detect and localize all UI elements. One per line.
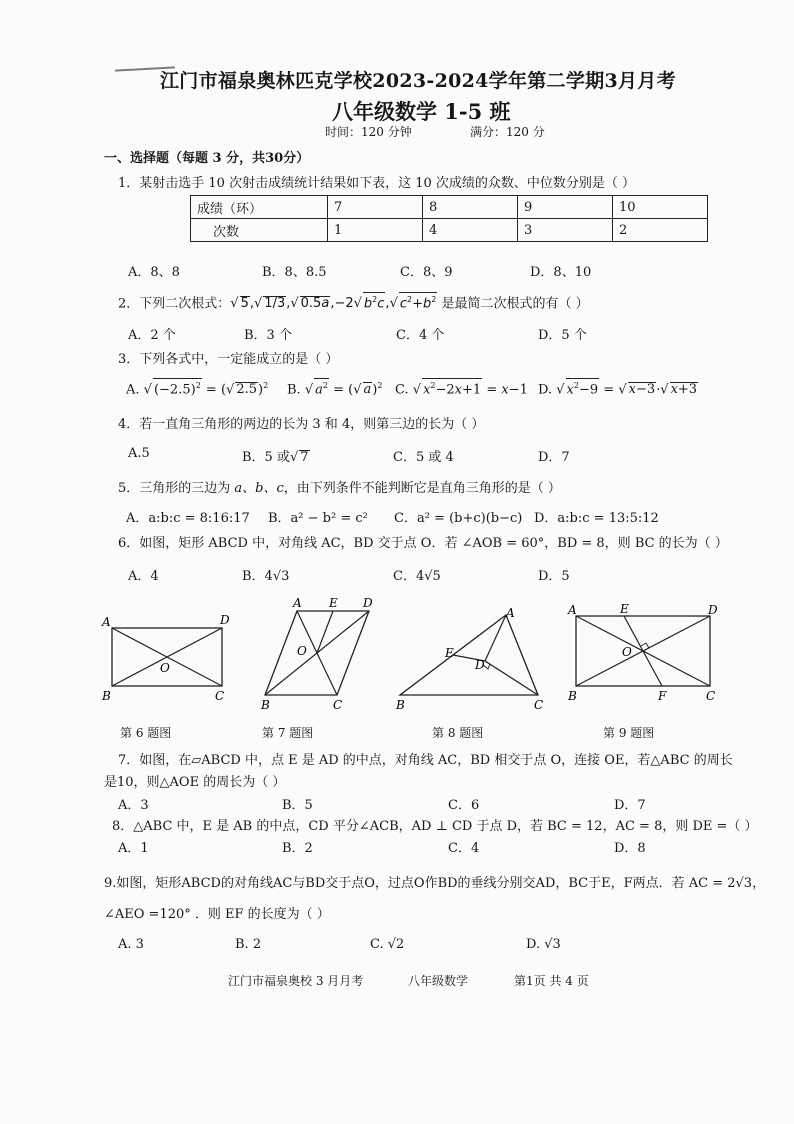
point-label: E [329,596,338,610]
segment-ad [485,615,506,661]
q3-option-b: B. √ $a^2$ = (√ a)$^2$ [287,378,382,397]
point-label: D [708,603,718,617]
figure-7 [255,595,385,715]
q7-option-c: C．6 [448,798,480,813]
segment-cd [485,661,538,695]
q9-option-b: B. 2 [235,937,262,952]
triangle-abc [400,615,538,695]
table-cell: 次数 [191,219,328,242]
figure-7-caption: 第 7 题图 [262,726,314,740]
section-heading: 一、选择题（每题 3 分，共30分） [104,151,310,166]
q2-stem-suffix: 是最简二次根式的有（ ） [437,296,589,312]
point-label: B [568,689,577,703]
q1-stem: 1．某射击选手 10 次射击成绩统计结果如下表，这 10 次成绩的众数、中位数分别是（ ） [118,176,636,191]
table-cell: 成绩（环） [191,196,328,219]
footer-school: 江门市福泉奥校 3 月月考 [228,974,364,988]
point-label: A [506,606,515,620]
option-letter: B. [287,382,301,398]
q6-stem: 6．如图，矩形 ABCD 中，对角线 AC，BD 交于点 O．若 ∠AOB = 60°，BD = 8，则 BC 的长为（ ） [118,536,728,551]
figure-6-caption: 第 6 题图 [120,726,172,740]
point-label: C [333,698,343,712]
q3-option-c: C. √ $x^2-2x+1 = x-1$ [395,378,528,397]
q4-option-c: C．5 或 4 [393,450,454,465]
figure-9 [562,600,722,706]
q9-stem-line2: ∠AEO =120° ．则 EF 的长度为（ ） [104,907,330,922]
q9-option-c: C. √2 [370,937,405,952]
point-label: B [102,689,111,703]
exam-full-score: 满分：120 分 [470,125,545,139]
q5-stem-prefix: 5．三角形的三边为 [118,481,235,496]
q5-option-d: D．a:b:c = 13:5:12 [534,511,659,526]
q1-option-b: B．8、8.5 [262,265,327,280]
footer-page: 第1页 共 4 页 [514,974,589,988]
point-label: C [215,689,225,703]
table-cell: 8 [423,196,518,219]
q4-option-d: D．7 [538,450,570,465]
q8-option-b: B．2 [282,841,313,856]
table-cell: 2 [613,219,708,242]
q4-option-a: A.5 [128,446,150,461]
point-label: B [396,698,405,712]
q2-radicals: √ 5,√ 1/3,√ 0.5a,−2√ $b^2c,√$ $c^2+b^2$ [230,296,437,311]
point-label: D [363,596,373,610]
figure-6 [100,610,250,710]
point-label: D [220,613,230,627]
option-letter: A. [126,382,140,398]
table-row [191,219,708,242]
q8-stem: 8．△ABC 中，E 是 AB 的中点，CD 平分∠ACB，AD ⊥ CD 于点 D，若 BC = 12，AC = 8，则 DE =（ ） [112,819,758,834]
q6-option-b: B．4√3 [242,569,290,584]
right-angle-mark [641,643,649,648]
q2-option-b: B．3 个 [244,328,292,343]
point-label: B [261,698,270,712]
point-label: A [568,603,577,617]
q5-option-c: C．a² = (b+c)(b−c) [394,511,523,526]
q5-option-a: A．a:b:c = 8:16:17 [126,511,250,526]
option-letter: D. [538,382,553,398]
table-cell: 7 [328,196,423,219]
q4-stem: 4．若一直角三角形的两边的长为 3 和 4，则第三边的长为（ ） [118,417,485,432]
figure-9-caption: 第 9 题图 [603,726,655,740]
footer-subject: 八年级数学 [408,974,469,988]
q8-option-a: A．1 [118,841,149,856]
q8-option-d: D．8 [614,841,646,856]
exam-title: 江门市福泉奥林匹克学校2023-2024学年第二学期3月月考 [160,70,676,92]
figure-8 [392,605,552,713]
point-label: D [475,658,485,672]
point-label: O [297,644,307,658]
q5-stem [118,477,561,496]
q9-option-a: A. 3 [118,937,144,952]
q7-option-a: A．3 [118,798,149,813]
q1-option-d: D．8、10 [530,265,592,280]
q5-stem-vars: a、b、c [234,481,284,496]
table-row [191,196,708,219]
q6-option-d: D．5 [538,569,570,584]
point-label: E [445,646,454,660]
q4-option-b: B．5 或√ 7 [242,450,309,465]
point-label: A [293,596,302,610]
table-cell: 4 [423,219,518,242]
q7-stem-line2: 是10，则△AOE 的周长为（ ） [104,775,286,790]
q3-option-a: A. √ $(-2.5)^2$ = (√ 2.5)$^2$ [126,378,268,397]
point-label: O [622,645,632,659]
q5-stem-suffix: ，由下列条件不能判断它是直角三角形的是（ ） [283,481,561,496]
q7-option-b: B．5 [282,798,313,813]
q7-stem-line1: 7．如图，在▱ABCD 中，点 E 是 AD 的中点，对角线 AC，BD 相交于点 O，连接 OE，若△ABC 的周长 [118,753,733,768]
q9-stem-line1: 9.如图，矩形ABCD的对角线AC与BD交于点O，过点O作BD的垂线分别交AD，BC于E，F两点．若 AC = 2√3， [104,876,766,891]
q3-option-d: D. √ $x^2-9$ = √ x−3·√ x+3 [538,378,698,397]
q2-stem-prefix: 2．下列二次根式： [118,296,231,312]
option-letter: C. [395,382,409,398]
q3-stem: 3．下列各式中，一定能成立的是（ ） [118,352,339,367]
figure-8-caption: 第 8 题图 [432,726,484,740]
q2-stem [118,292,589,311]
q8-option-c: C．4 [448,841,480,856]
q7-option-d: D．7 [614,798,646,813]
q2-option-a: A．2 个 [128,328,176,343]
q6-option-a: A．4 [128,569,159,584]
q1-option-c: C．8、9 [400,265,453,280]
q1-option-a: A．8、8 [128,265,180,280]
point-label: C [534,698,544,712]
table-cell: 10 [613,196,708,219]
point-label: O [160,661,170,675]
table-cell: 1 [328,219,423,242]
exam-subtitle: 八年级数学 1-5 班 [332,99,511,124]
point-label: A [102,615,111,629]
exam-time: 时间：120 分钟 [325,125,412,139]
q9-option-d: D. √3 [526,937,561,952]
q1-table [190,195,708,242]
q2-option-c: C．4 个 [396,328,445,343]
option-text: B．5 或 [242,450,290,465]
q2-option-d: D．5 个 [538,328,587,343]
table-cell: 3 [518,219,613,242]
table-cell: 9 [518,196,613,219]
point-label: C [706,689,716,703]
q5-option-b: B．a² − b² = c² [268,511,368,526]
point-label: E [620,602,629,616]
q6-option-c: C．4√5 [393,569,441,584]
point-label: F [658,689,667,703]
